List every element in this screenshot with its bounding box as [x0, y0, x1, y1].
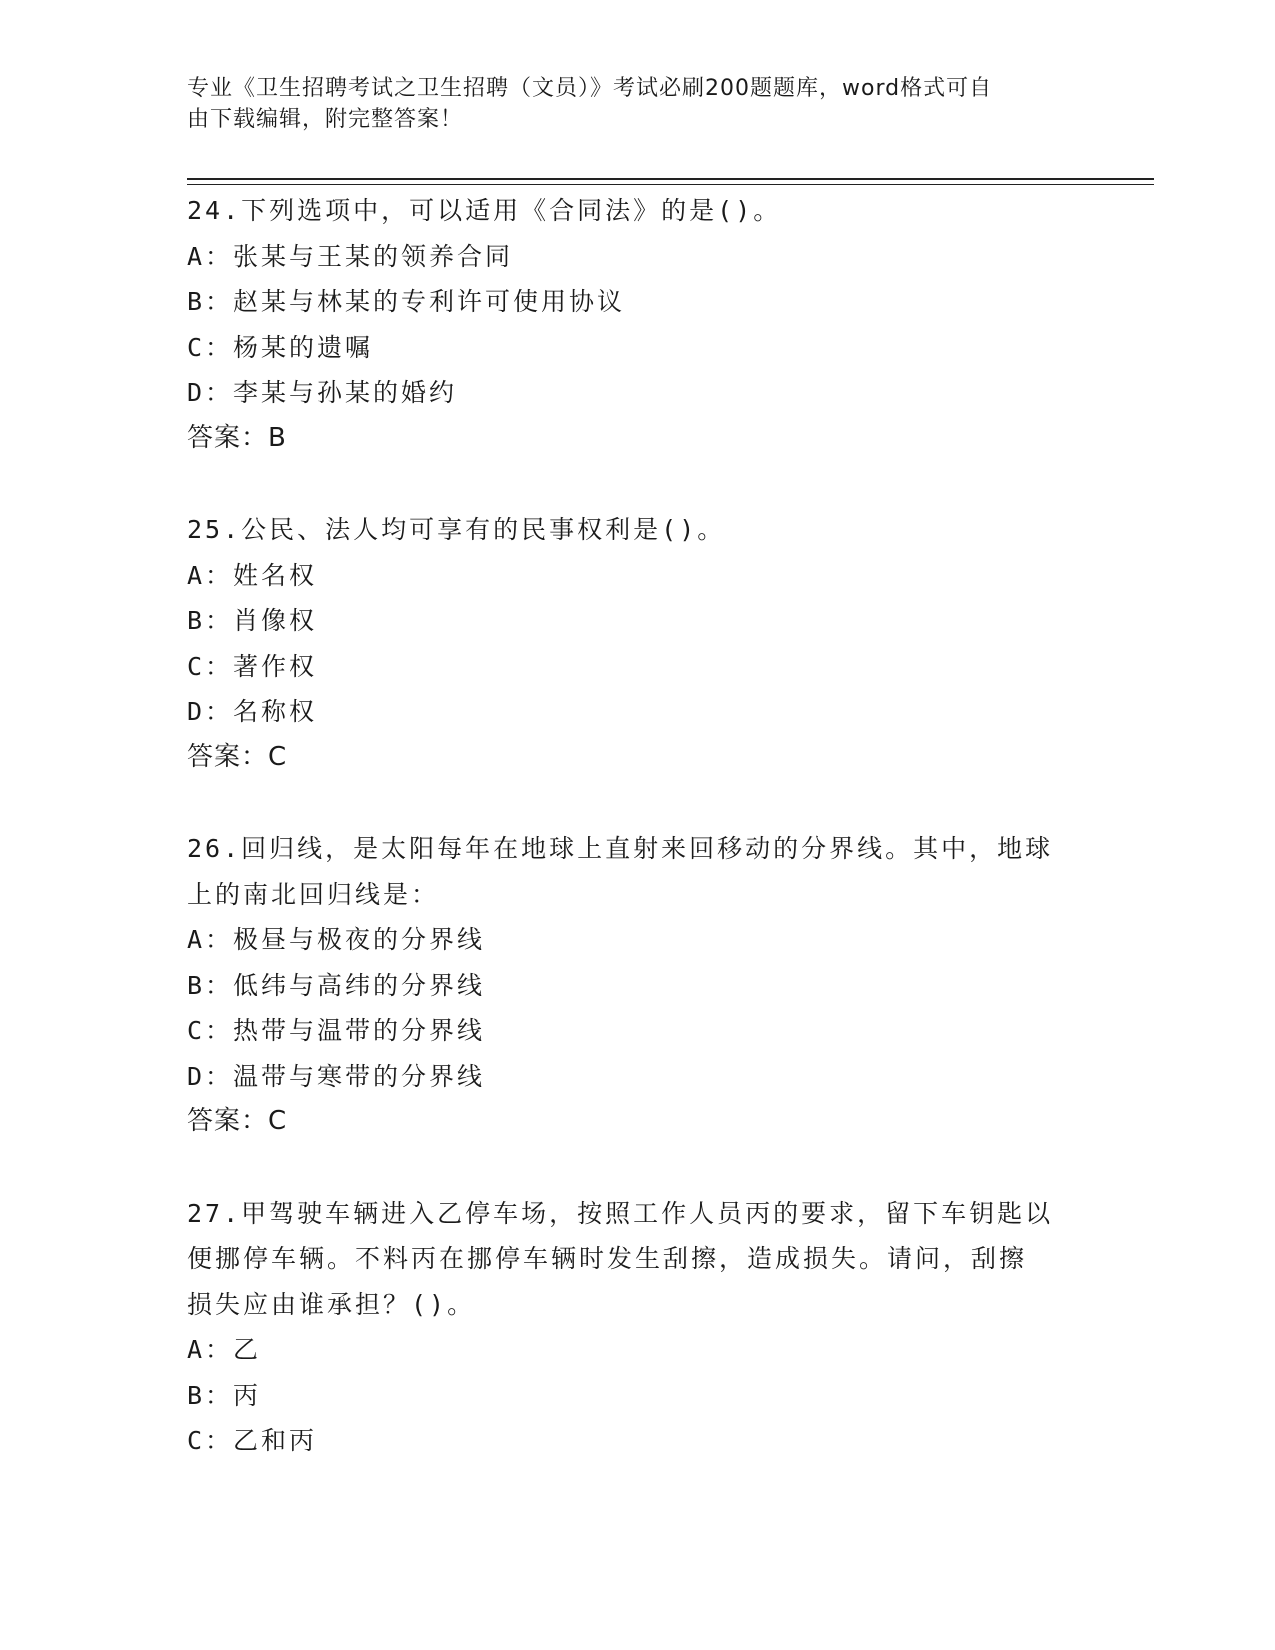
option-b: B：肖像权	[187, 606, 318, 635]
option-b: B：丙	[187, 1380, 262, 1410]
document-header	[187, 73, 1067, 135]
question-stem: 24.下列选项中，可以适用《合同法》的是()。	[187, 196, 782, 225]
header-divider-thick	[187, 178, 1154, 180]
question-stem-line-1: 27.甲驾驶车辆进入乙停车场，按照工作人员丙的要求，留下车钥匙以	[187, 1198, 1054, 1228]
question-stem-line-2: 便挪停车辆。不料丙在挪停车辆时发生刮擦，造成损失。请问，刮擦	[187, 1244, 1028, 1273]
option-a: A：张某与王某的领养合同	[187, 241, 514, 271]
answer-line: 答案：C	[187, 741, 288, 772]
option-c: C：杨某的遗嘱	[187, 332, 374, 362]
option-b: B：赵某与林某的专利许可使用协议	[187, 287, 626, 316]
question-27	[187, 1191, 1087, 1464]
option-c: C：乙和丙	[187, 1426, 318, 1455]
header-line-2: 由下载编辑，附完整答案！	[187, 107, 464, 132]
header-line-1: 专业《卫生招聘考试之卫生招聘（文员）》考试必刷200题题库，word格式可自	[187, 76, 993, 101]
header-divider-thin	[187, 184, 1154, 185]
option-d: D：名称权	[187, 697, 318, 726]
answer-line: 答案：B	[187, 422, 287, 453]
question-25	[187, 507, 1087, 780]
option-d: D：李某与孙某的婚约	[187, 378, 458, 407]
answer-line: 答案：C	[187, 1106, 288, 1136]
option-c: C：著作权	[187, 651, 318, 681]
question-stem: 25.公民、法人均可享有的民事权利是()。	[187, 515, 726, 544]
question-stem-line-3: 损失应由谁承担？()。	[187, 1289, 476, 1319]
option-a: A：乙	[187, 1335, 262, 1364]
option-b: B：低纬与高纬的分界线	[187, 970, 486, 1000]
question-stem-line-2: 上的南北回归线是：	[187, 879, 440, 909]
option-c: C：热带与温带的分界线	[187, 1016, 486, 1045]
option-a: A：姓名权	[187, 560, 318, 590]
question-list	[187, 188, 1087, 1510]
question-stem-line-1: 26.回归线，是太阳每年在地球上直射来回移动的分界线。其中，地球	[187, 834, 1054, 863]
option-a: A：极昼与极夜的分界线	[187, 925, 486, 954]
question-24	[187, 188, 1087, 461]
option-d: D：温带与寒带的分界线	[187, 1061, 486, 1091]
question-26	[187, 826, 1087, 1145]
